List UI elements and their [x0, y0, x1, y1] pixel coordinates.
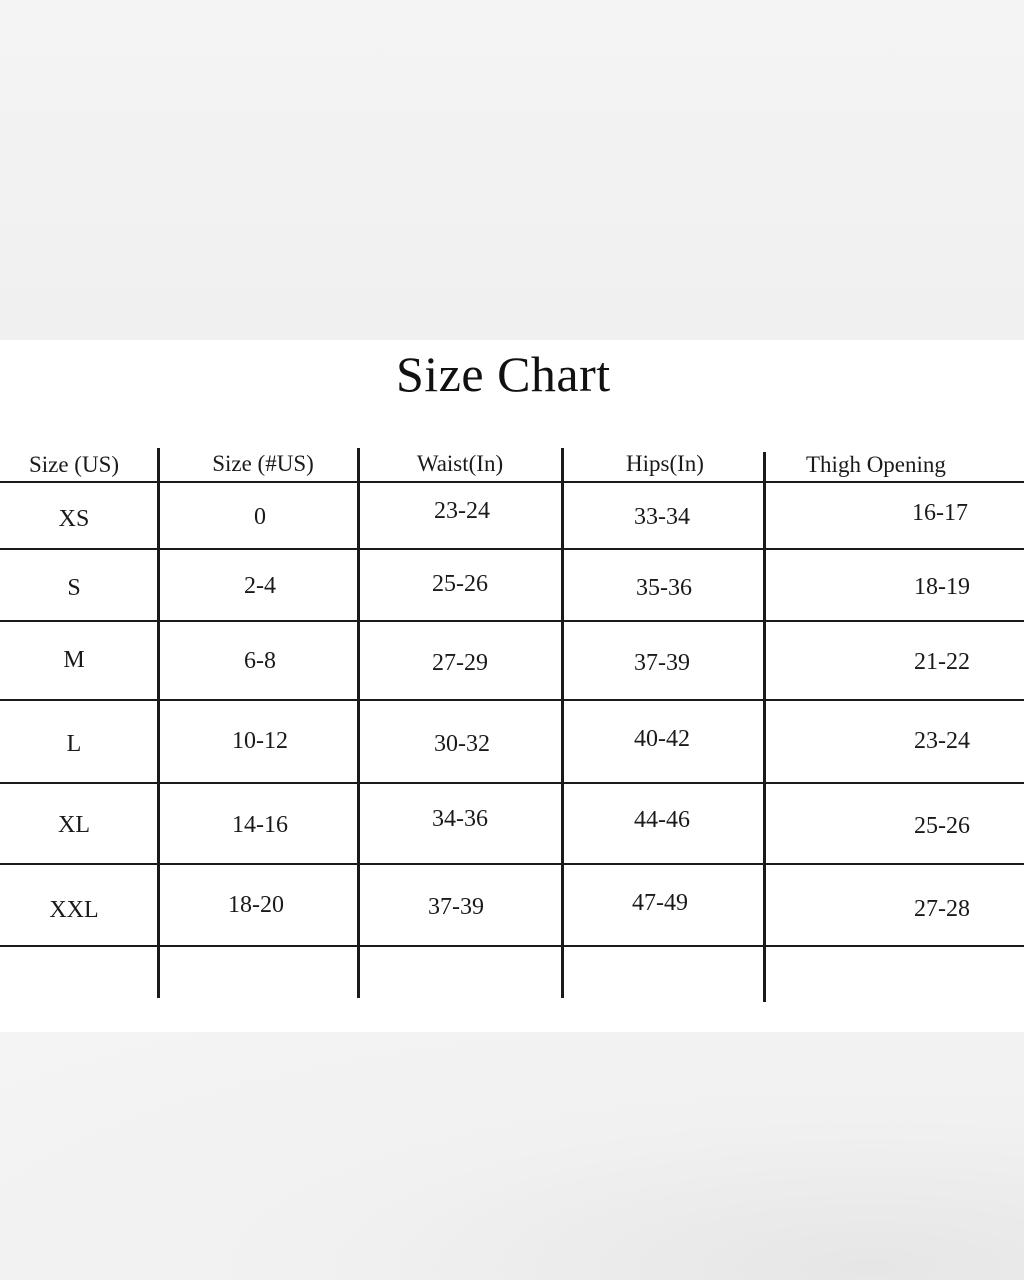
table-rule: [0, 782, 1024, 784]
header-hips: Hips(In): [626, 451, 704, 476]
column-divider: [763, 452, 766, 1002]
page-title: Size Chart: [396, 346, 611, 402]
cell-waist: 34-36: [432, 806, 488, 832]
cell-hips: 33-34: [634, 504, 690, 530]
cell-size-us: XL: [58, 812, 90, 838]
background-top: [0, 0, 1024, 340]
cell-waist: 25-26: [432, 571, 488, 597]
cell-size-num-us: 6-8: [244, 648, 276, 674]
cell-waist: 37-39: [428, 894, 484, 920]
table-rule: [0, 548, 1024, 550]
size-chart-card: [0, 340, 1024, 1032]
cell-waist: 23-24: [434, 498, 490, 524]
table-rule: [0, 481, 1024, 483]
header-size-us: Size (US): [28, 452, 120, 477]
cell-thigh-opening: 27-28: [914, 896, 970, 922]
table-rule: [0, 620, 1024, 622]
cell-hips: 35-36: [636, 575, 692, 601]
cell-size-num-us: 10-12: [232, 728, 288, 754]
cell-size-us: XS: [58, 506, 90, 532]
background-bottom: [0, 1032, 1024, 1280]
table-rule: [0, 945, 1024, 947]
cell-size-us: M: [63, 647, 85, 673]
cell-size-us: S: [67, 575, 81, 601]
table-rule: [0, 699, 1024, 701]
header-thigh-opening: Thigh Opening: [806, 452, 946, 477]
cell-size-num-us: 14-16: [232, 812, 288, 838]
cell-hips: 40-42: [634, 726, 690, 752]
cell-waist: 30-32: [434, 731, 490, 757]
cell-hips: 37-39: [634, 650, 690, 676]
header-size-num-us: Size (#US): [212, 451, 314, 476]
cell-size-us: L: [66, 731, 82, 757]
cell-size-num-us: 18-20: [228, 892, 284, 918]
table-rule: [0, 863, 1024, 865]
cell-waist: 27-29: [432, 650, 488, 676]
cell-thigh-opening: 21-22: [914, 649, 970, 675]
header-waist: Waist(In): [416, 451, 504, 476]
cell-thigh-opening: 16-17: [912, 500, 968, 526]
cell-hips: 44-46: [634, 807, 690, 833]
cell-thigh-opening: 23-24: [914, 728, 970, 754]
cell-hips: 47-49: [632, 890, 688, 916]
cell-thigh-opening: 18-19: [914, 574, 970, 600]
cell-thigh-opening: 25-26: [914, 813, 970, 839]
cell-size-num-us: 0: [254, 504, 266, 530]
cell-size-us: XXL: [49, 897, 99, 923]
cell-size-num-us: 2-4: [244, 573, 276, 599]
